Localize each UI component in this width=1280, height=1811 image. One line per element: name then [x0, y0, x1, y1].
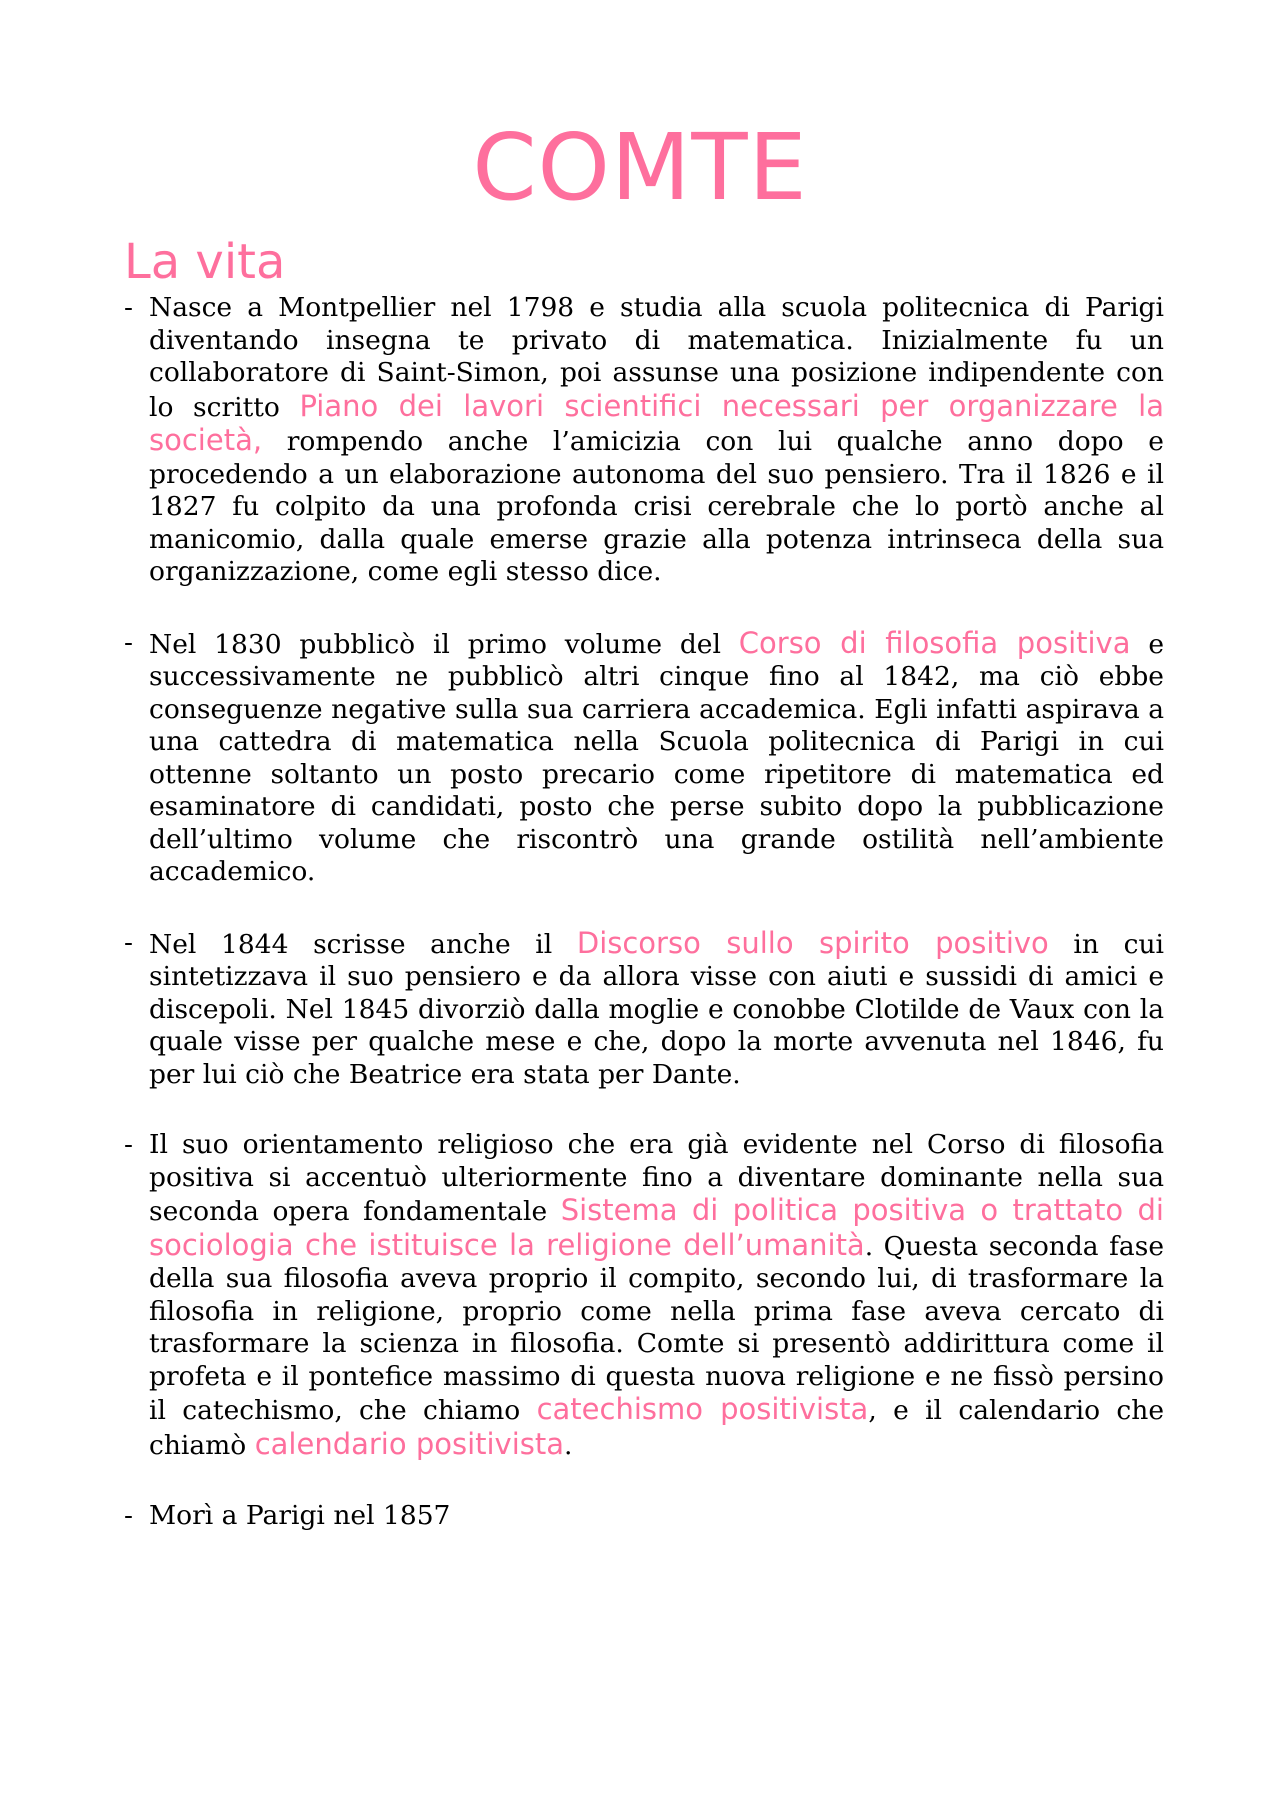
- list-item: [124, 292, 1164, 589]
- bullet-dash: -: [124, 1500, 133, 1531]
- work-title: Corso di filosofia positiva: [738, 625, 1131, 660]
- bullet-dash: -: [124, 292, 133, 323]
- biography-list: [124, 292, 1164, 1533]
- body-text: Morì a Parigi nel 1857: [149, 1500, 451, 1531]
- body-text: .: [564, 1429, 573, 1461]
- body-text: rompendo anche l’amicizia con lui qualche anno dopo e procedendo a un elaborazione autonoma del suo pensiero. Tra il 1826 e il 1827 fu colpito da una profonda crisi cerebrale che lo portò anche al manicomio, dalla quale emerse grazie alla potenza intrinseca della sua organizzazione, come egli stesso dice.: [149, 426, 1164, 587]
- body-text: in cui sintetizzava il suo pensiero e da allora visse con aiuti e sussidi di amici e discepoli. Nel 1845 divorziò dalla moglie e conobbe Clotilde de Vaux con la quale visse per qualche mese e che, dopo la morte avvenuta nel 1846, fu per lui ciò che Beatrice era stata per Dante.: [149, 928, 1165, 1090]
- page-title: COMTE: [472, 114, 808, 221]
- work-title: Sistema di politica positiva o trattato di sociologia che istituisce la religione dell’umanità: [149, 1193, 1164, 1262]
- body-text: Nel 1830 pubblicò il primo volume del: [149, 628, 739, 660]
- body-text: Nasce a Montpellier nel 1798 e studia alla scuola politecnica di Parigi diventando insegna te privato di matematica. Inizialmente fu un collaboratore di Saint-Simon, poi assunse una posizione indipendente con lo scritto: [149, 292, 1164, 423]
- bullet-dash: -: [124, 626, 133, 658]
- bullet-dash: -: [124, 1129, 133, 1160]
- body-text: e successivamente ne pubblicò altri cinque fino al 1842, ma ciò ebbe conseguenze negative sulla sua carriera accademica. Egli infatti aspirava a una cattedra di matematica nella Scuola politecnica di Parigi in cui ottenne soltanto un posto precario come ripetitore di matematica ed esaminatore di candidati, posto che perse subito dopo la pubblicazione dell’ultimo volume che riscontrò una grande ostilità nell’ambiente accademico.: [149, 628, 1165, 887]
- highlighted-term: catechismo positivista: [536, 1392, 869, 1426]
- work-title: Discorso sullo spirito positivo: [576, 925, 1049, 960]
- list-item: [124, 927, 1164, 1092]
- list-item: [124, 627, 1164, 889]
- highlighted-term: calendario positivista: [254, 1426, 565, 1461]
- body-text: , e il calendario che chiamò: [149, 1395, 1165, 1461]
- bullet-dash: -: [124, 926, 133, 958]
- list-item: [124, 1500, 1164, 1533]
- body-text: Il suo orientamento religioso che era già evidente nel Corso di filosofia positiva si accentuò ulteriormente fino a diventare dominante nella sua seconda opera fondamentale: [149, 1129, 1164, 1227]
- body-text: Nel 1844 scrisse anche il: [149, 928, 577, 960]
- section-heading: La vita: [124, 234, 286, 290]
- list-item: [124, 1129, 1164, 1462]
- work-title: Piano dei lavori scientifici necessari per organizzare la società,: [149, 388, 1164, 457]
- body-text: . Questa seconda fase della sua filosofia aveva proprio il compito, secondo lui, di trasformare la filosofia in religione, proprio come nella prima fase aveva cercato di trasformare la scienza in filosofia. Comte si presentò addirittura come il profeta e il pontefice massimo di questa nuova religione e ne fissò persino il catechismo, che chiamo: [149, 1230, 1165, 1426]
